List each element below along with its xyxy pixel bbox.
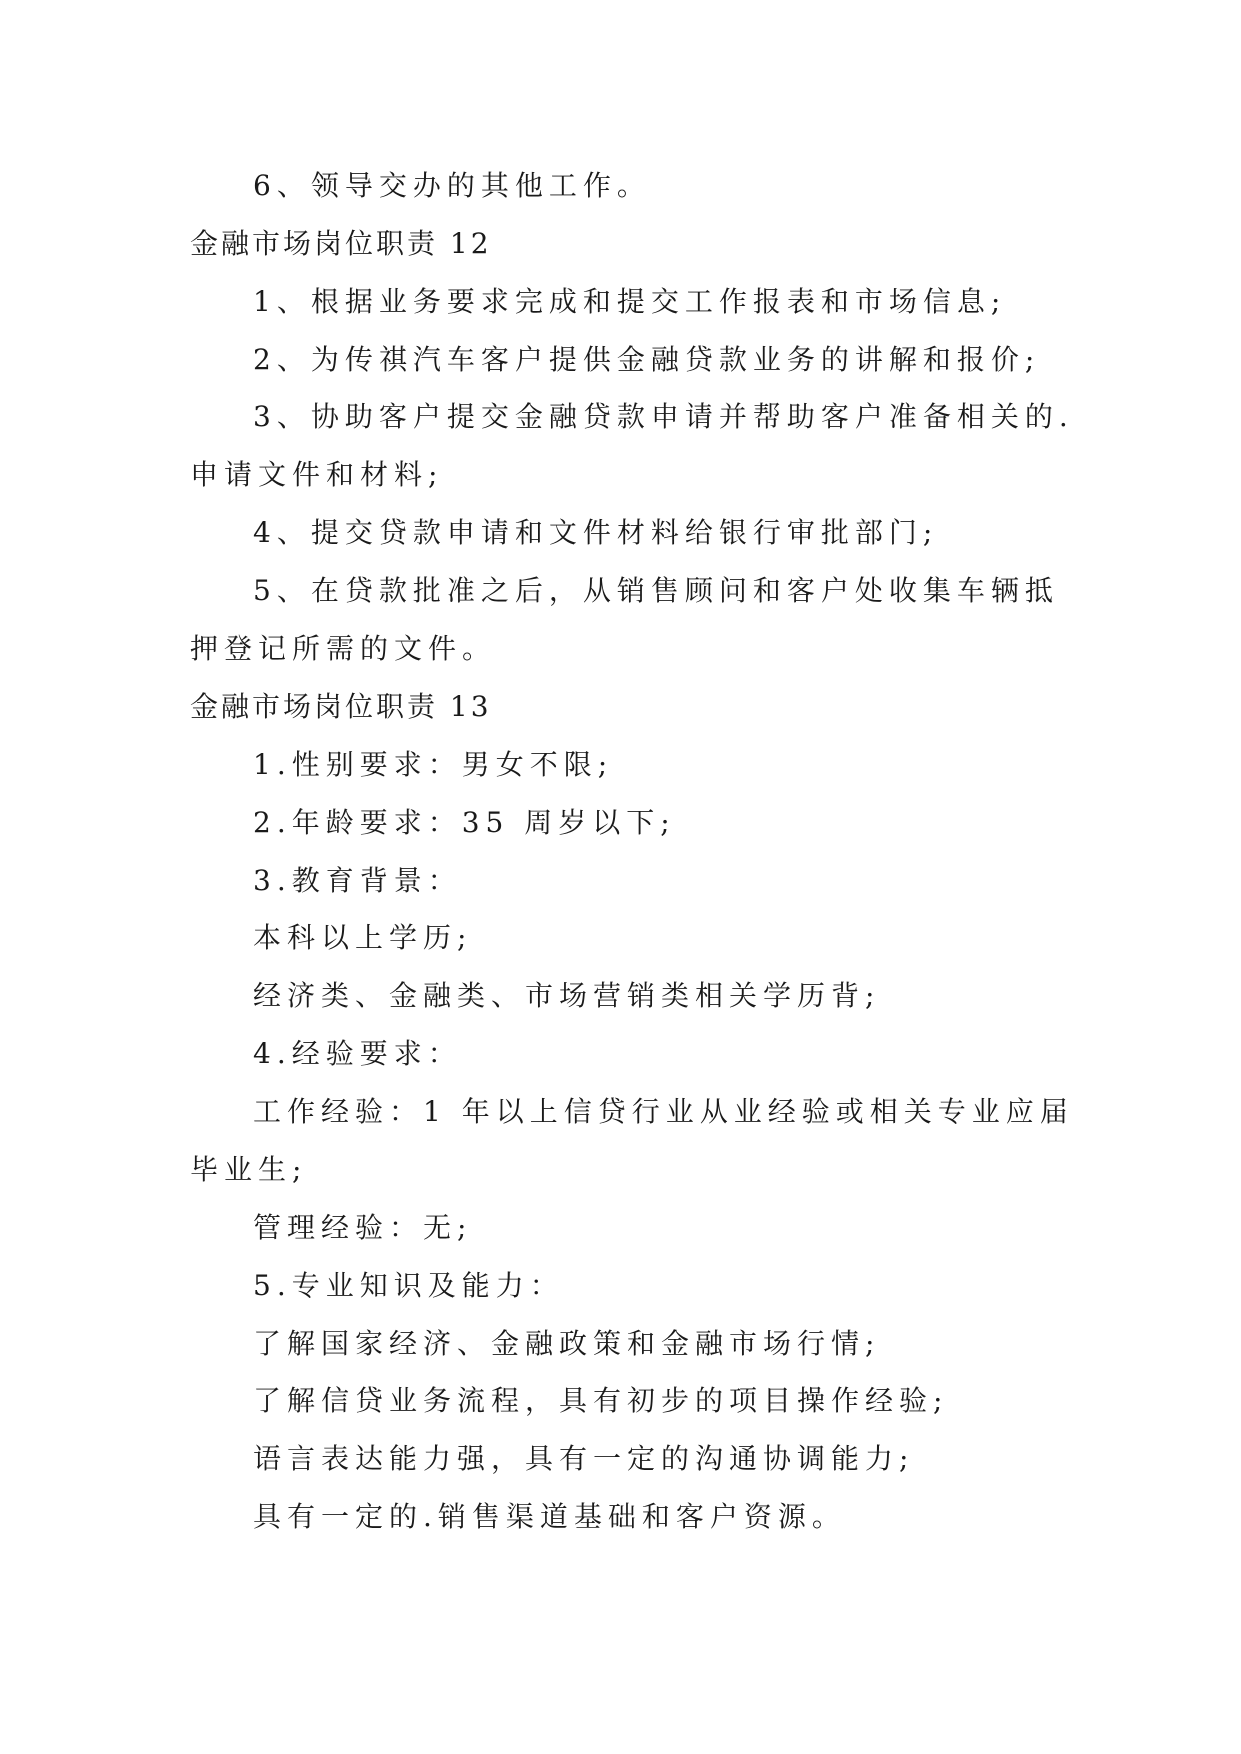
paragraph-line: 申请文件和材料; xyxy=(190,458,444,491)
paragraph-line: 工作经验：1 年以上信贷行业从业经验或相关专业应届 xyxy=(253,1095,1074,1128)
paragraph-line: 5.专业知识及能力： xyxy=(253,1269,564,1302)
paragraph-line: 经济类、金融类、市场营销类相关学历背; xyxy=(253,979,881,1012)
paragraph-line: 3.教育背景： xyxy=(253,864,462,897)
paragraph-line: 5、在贷款批准之后，从销售顾问和客户处收集车辆抵 xyxy=(253,574,1059,607)
paragraph-line: 3、协助客户提交金融贷款申请并帮助客户准备相关的. xyxy=(253,400,1074,433)
paragraph-line: 了解国家经济、金融政策和金融市场行情; xyxy=(253,1327,881,1360)
paragraph-line: 1、根据业务要求完成和提交工作报表和市场信息; xyxy=(253,285,1007,318)
paragraph-line: 具有一定的.销售渠道基础和客户资源。 xyxy=(253,1500,846,1533)
paragraph-line: 毕业生; xyxy=(190,1153,308,1186)
paragraph-line: 押登记所需的文件。 xyxy=(190,632,497,665)
paragraph-line: 2、为传祺汽车客户提供金融贷款业务的讲解和报价; xyxy=(253,343,1041,376)
paragraph-line: 语言表达能力强，具有一定的沟通协调能力; xyxy=(253,1442,915,1475)
paragraph-line: 本科以上学历; xyxy=(253,921,473,954)
paragraph-line: 2.年龄要求：35 周岁以下; xyxy=(253,806,676,839)
paragraph-line: 1.性别要求：男女不限; xyxy=(253,748,614,781)
section-heading: 金融市场岗位职责 12 xyxy=(190,227,492,260)
paragraph-line: 4、提交贷款申请和文件材料给银行审批部门; xyxy=(253,516,939,549)
section-heading: 金融市场岗位职责 13 xyxy=(190,690,492,723)
paragraph-line: 管理经验：无; xyxy=(253,1211,473,1244)
paragraph-line: 了解信贷业务流程，具有初步的项目操作经验; xyxy=(253,1384,949,1417)
paragraph-line: 4.经验要求： xyxy=(253,1037,462,1070)
paragraph-line: 6、领导交办的其他工作。 xyxy=(253,169,651,202)
